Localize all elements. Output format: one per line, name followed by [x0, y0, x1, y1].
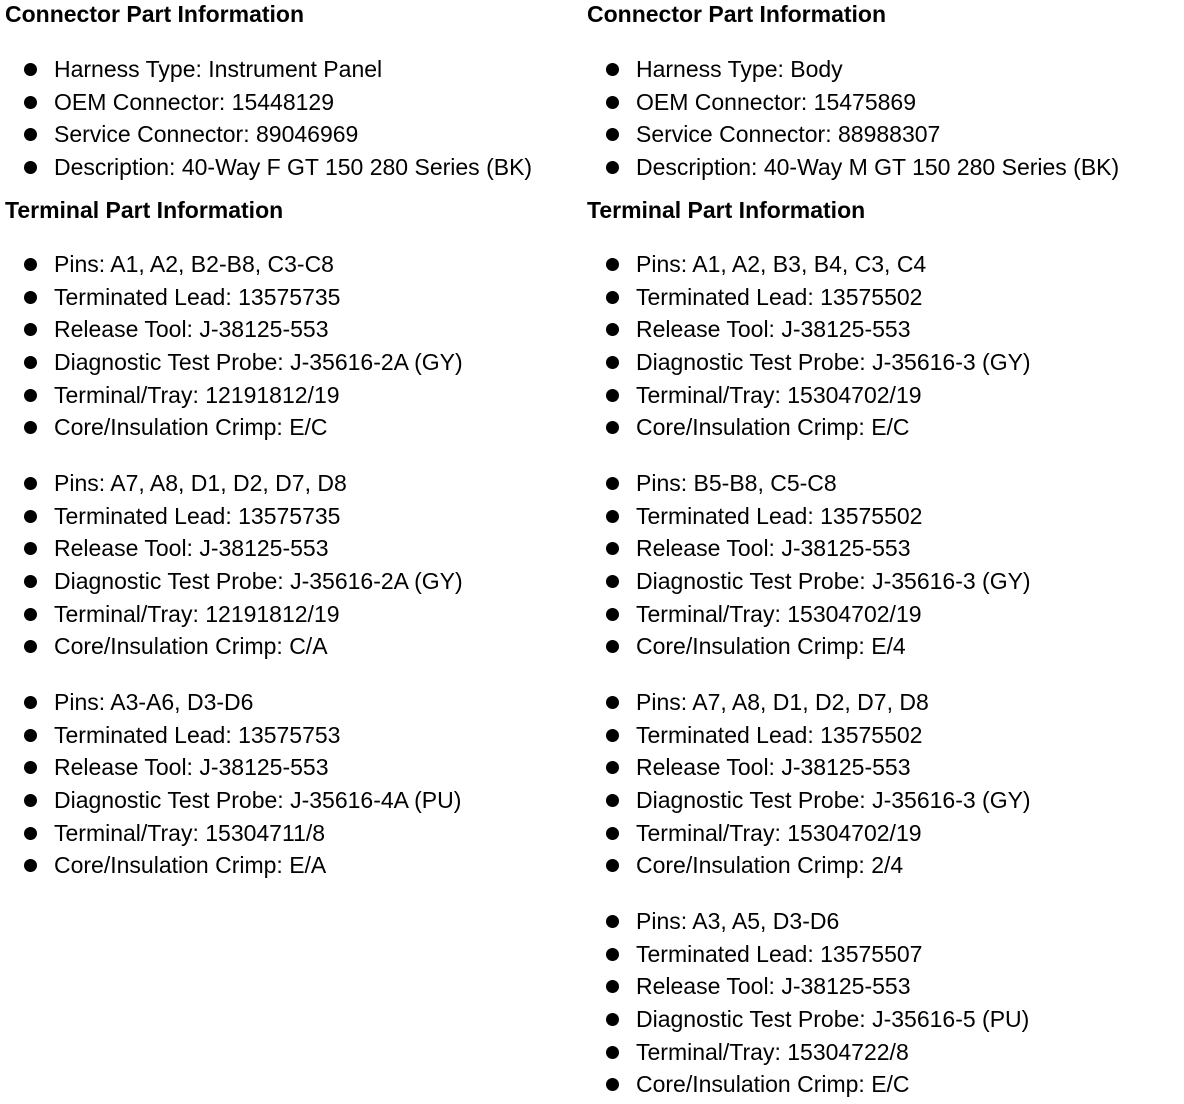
bullet-icon [606, 128, 619, 141]
list-item: Core/Insulation Crimp: E/C [587, 411, 1031, 444]
connector-info-list [587, 53, 1119, 184]
bullet-icon [24, 128, 37, 141]
list-item: Diagnostic Test Probe: J-35616-2A (GY) [5, 346, 463, 379]
terminal-group-2 [587, 467, 1031, 663]
bullet-icon [606, 96, 619, 109]
list-item: Terminated Lead: 13575507 [587, 938, 1029, 971]
list-item: Terminal/Tray: 15304711/8 [5, 817, 461, 850]
list-item: Terminated Lead: 13575753 [5, 719, 461, 752]
bullet-icon [606, 696, 619, 709]
bullet-icon [606, 323, 619, 336]
list-item: Pins: A1, A2, B2-B8, C3-C8 [5, 248, 463, 281]
bullet-icon [24, 291, 37, 304]
bullet-icon [24, 477, 37, 490]
terminal-group-3 [5, 686, 461, 882]
list-item: Pins: A7, A8, D1, D2, D7, D8 [5, 467, 463, 500]
bullet-icon [606, 794, 619, 807]
terminal-group-1 [5, 248, 463, 444]
connector-heading: Connector Part Information [5, 1, 305, 27]
bullet-icon [24, 608, 37, 621]
bullet-icon [606, 859, 619, 872]
list-item: Diagnostic Test Probe: J-35616-2A (GY) [5, 565, 463, 598]
bullet-icon [606, 761, 619, 774]
bullet-icon [24, 389, 37, 402]
list-item: Core/Insulation Crimp: E/A [5, 849, 461, 882]
bullet-icon [24, 575, 37, 588]
bullet-icon [24, 761, 37, 774]
list-item: Core/Insulation Crimp: E/C [5, 411, 463, 444]
list-item: Terminated Lead: 13575735 [5, 281, 463, 314]
bullet-icon [24, 542, 37, 555]
list-item: Terminated Lead: 13575502 [587, 500, 1031, 533]
bullet-icon [24, 356, 37, 369]
list-item: Release Tool: J-38125-553 [587, 751, 1031, 784]
list-item: Diagnostic Test Probe: J-35616-3 (GY) [587, 346, 1031, 379]
list-item: Terminated Lead: 13575502 [587, 281, 1031, 314]
bullet-icon [606, 477, 619, 490]
list-item: Harness Type: Body [587, 53, 1119, 86]
bullet-icon [606, 291, 619, 304]
bullet-icon [24, 729, 37, 742]
bullet-icon [606, 1078, 619, 1091]
list-item: Pins: A3-A6, D3-D6 [5, 686, 461, 719]
bullet-icon [606, 542, 619, 555]
list-item: Release Tool: J-38125-553 [587, 970, 1029, 1003]
terminal-group-1 [587, 248, 1031, 444]
list-item: Release Tool: J-38125-553 [587, 532, 1031, 565]
bullet-icon [24, 96, 37, 109]
bullet-icon [606, 980, 619, 993]
bullet-icon [606, 948, 619, 961]
bullet-icon [606, 1013, 619, 1026]
list-item: Core/Insulation Crimp: C/A [5, 630, 463, 663]
bullet-icon [606, 63, 619, 76]
bullet-icon [24, 794, 37, 807]
bullet-icon [606, 608, 619, 621]
list-item: Core/Insulation Crimp: E/4 [587, 630, 1031, 663]
list-item: Terminal/Tray: 12191812/19 [5, 379, 463, 412]
bullet-icon [606, 161, 619, 174]
list-item: Release Tool: J-38125-553 [5, 751, 461, 784]
list-item: Harness Type: Instrument Panel [5, 53, 532, 86]
list-item: Core/Insulation Crimp: E/C [587, 1068, 1029, 1101]
list-item: Terminated Lead: 13575502 [587, 719, 1031, 752]
terminal-group-4 [587, 905, 1029, 1101]
connector-info-list [5, 53, 532, 184]
list-item: Release Tool: J-38125-553 [587, 313, 1031, 346]
list-item: Core/Insulation Crimp: 2/4 [587, 849, 1031, 882]
bullet-icon [24, 63, 37, 76]
list-item: Diagnostic Test Probe: J-35616-3 (GY) [587, 784, 1031, 817]
list-item: Service Connector: 89046969 [5, 118, 532, 151]
terminal-group-3 [587, 686, 1031, 882]
bullet-icon [24, 859, 37, 872]
list-item: Diagnostic Test Probe: J-35616-4A (PU) [5, 784, 461, 817]
list-item: Terminal/Tray: 15304702/19 [587, 379, 1031, 412]
list-item: Terminal/Tray: 15304702/19 [587, 598, 1031, 631]
bullet-icon [606, 258, 619, 271]
bullet-icon [606, 575, 619, 588]
bullet-icon [24, 640, 37, 653]
list-item: Diagnostic Test Probe: J-35616-3 (GY) [587, 565, 1031, 598]
list-item: Terminal/Tray: 15304702/19 [587, 817, 1031, 850]
list-item: OEM Connector: 15475869 [587, 86, 1119, 119]
bullet-icon [606, 640, 619, 653]
list-item: Diagnostic Test Probe: J-35616-5 (PU) [587, 1003, 1029, 1036]
bullet-icon [606, 421, 619, 434]
connector-heading: Connector Part Information [587, 1, 887, 27]
bullet-icon [24, 510, 37, 523]
list-item: Description: 40-Way M GT 150 280 Series (BK) [587, 151, 1119, 184]
list-item: Release Tool: J-38125-553 [5, 313, 463, 346]
list-item: Description: 40-Way F GT 150 280 Series (BK) [5, 151, 532, 184]
list-item: Terminated Lead: 13575735 [5, 500, 463, 533]
list-item: Service Connector: 88988307 [587, 118, 1119, 151]
bullet-icon [24, 323, 37, 336]
bullet-icon [24, 827, 37, 840]
list-item: OEM Connector: 15448129 [5, 86, 532, 119]
bullet-icon [606, 510, 619, 523]
bullet-icon [606, 1046, 619, 1059]
list-item: Pins: A7, A8, D1, D2, D7, D8 [587, 686, 1031, 719]
bullet-icon [606, 389, 619, 402]
list-item: Terminal/Tray: 15304722/8 [587, 1036, 1029, 1069]
list-item: Release Tool: J-38125-553 [5, 532, 463, 565]
terminal-heading: Terminal Part Information [5, 197, 284, 223]
bullet-icon [24, 421, 37, 434]
terminal-group-2 [5, 467, 463, 663]
list-item: Pins: A3, A5, D3-D6 [587, 905, 1029, 938]
list-item: Terminal/Tray: 12191812/19 [5, 598, 463, 631]
bullet-icon [24, 258, 37, 271]
bullet-icon [24, 161, 37, 174]
bullet-icon [606, 827, 619, 840]
terminal-heading: Terminal Part Information [587, 197, 866, 223]
bullet-icon [606, 356, 619, 369]
bullet-icon [24, 696, 37, 709]
list-item: Pins: A1, A2, B3, B4, C3, C4 [587, 248, 1031, 281]
bullet-icon [606, 729, 619, 742]
list-item: Pins: B5-B8, C5-C8 [587, 467, 1031, 500]
bullet-icon [606, 915, 619, 928]
